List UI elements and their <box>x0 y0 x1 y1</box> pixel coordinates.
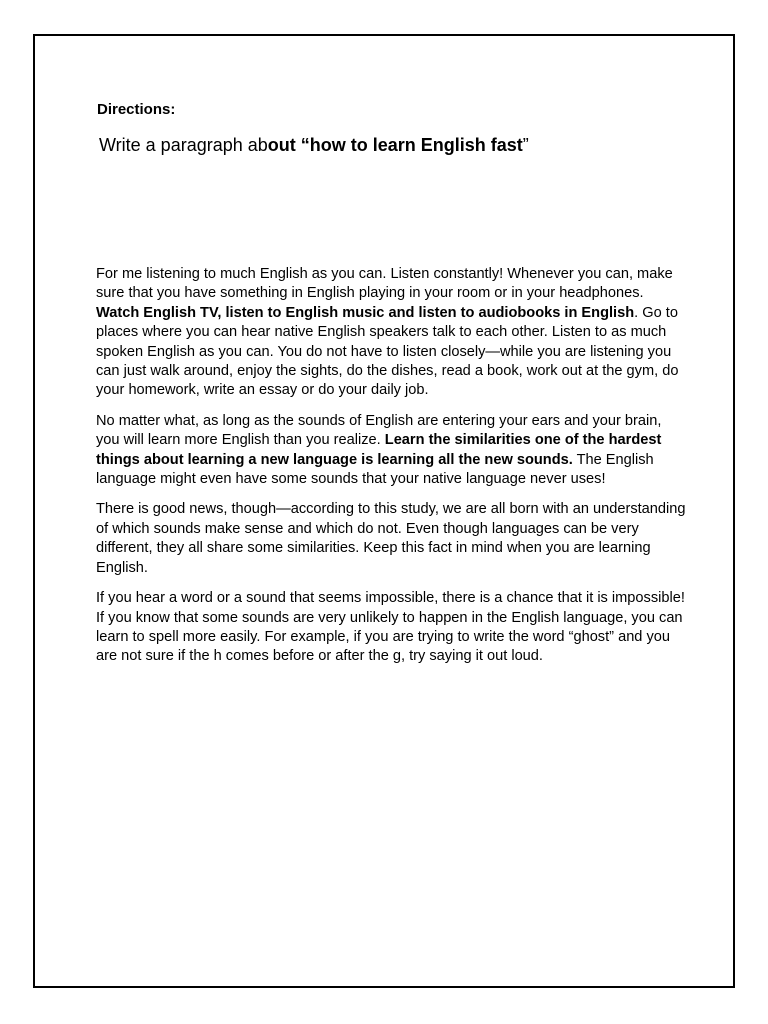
prompt-plain: Write a paragraph ab <box>99 135 268 155</box>
writing-prompt <box>99 135 529 156</box>
directions-heading: Directions: <box>97 101 176 118</box>
paragraph-1-bold: Watch English TV, listen to English music and listen to audiobooks in English <box>96 304 635 321</box>
paragraph-2-text-a: No matter what, as long as the sounds of English are entering your ears and your brain, you will learn more English than you realize. <box>96 412 662 449</box>
paragraph-2-text-b: The English language might even have some sounds that your native language never uses! <box>96 451 654 488</box>
paragraph-3 <box>96 500 686 578</box>
paragraph-4 <box>96 589 686 667</box>
prompt-bold: out “how to learn English fast <box>267 135 523 155</box>
paragraph-1-text-b: . Go to places where you can hear native English speakers talk to each other. Listen to as much spoken English as you can. You do not have to listen closely—while you are listening you can just walk around, enjoy the sights, do the dishes, read a book, work out at the gym, do your homework, write an essay or do your daily job. <box>96 304 679 399</box>
paragraph-1-text-a: For me listening to much English as you can. Listen constantly! Whenever you can, make sure that you have something in English playing in your room or in your headphones. <box>96 266 673 302</box>
paragraph-2 <box>96 412 686 490</box>
paragraph-4-text: If you hear a word or a sound that seems impossible, there is a chance that it is impossible! If you know that some sounds are very unlikely to happen in the English language, you can learn to spell more easily. For example, if you are trying to write the word “ghost” and you are not sure if the h comes before or after the g, try saying it out loud. <box>96 590 685 665</box>
essay-body <box>96 265 686 678</box>
paragraph-2-bold: Learn the similarities one of the hardest things about learning a new language is learning all the new sounds. <box>96 432 662 468</box>
paragraph-3-text: There is good news, though—according to this study, we are all born with an understanding of which sounds make sense and which do not. Even though languages can be very different, they all share some similarities. Keep this fact in mind when you are learning English. <box>96 501 686 576</box>
paragraph-1 <box>96 265 686 401</box>
prompt-close: ” <box>522 135 529 155</box>
